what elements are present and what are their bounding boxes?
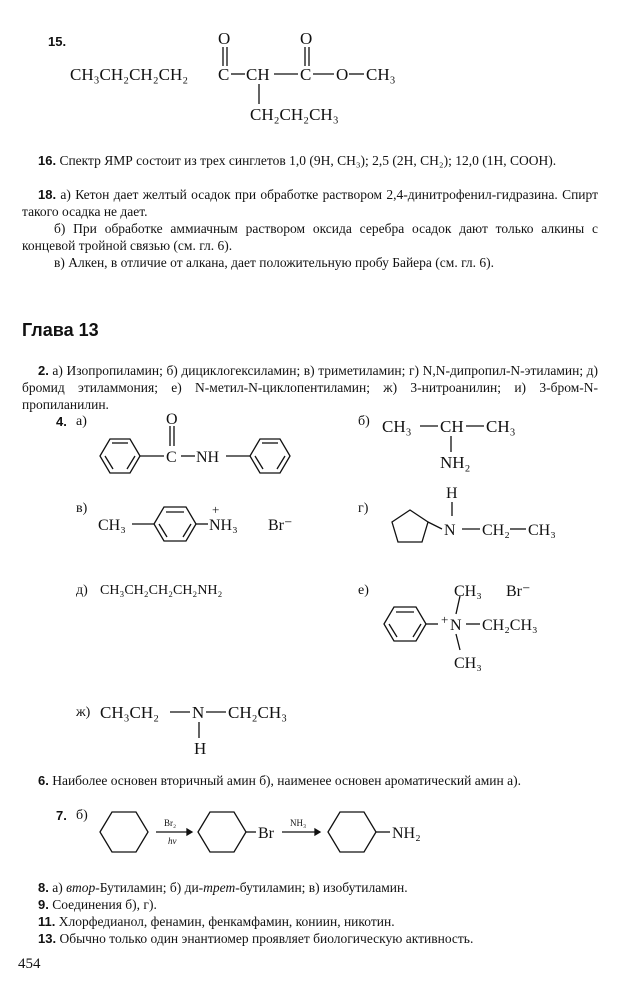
p4g-h: H [446,485,458,502]
p4a-benzanilide [90,410,320,486]
problem-16 [22,152,598,169]
p4v-bromide: Br⁻ [268,517,293,534]
p4e-plus: + [441,612,449,627]
p4zh-diethylamine [98,694,318,762]
page-number: 454 [18,956,41,972]
p15-methyl: CH₃ [366,65,396,84]
p4d-butylamine: CH₃CH₂CH₂CH₂NH₂ [100,583,223,598]
problem-9 [22,896,598,913]
p7-label: б) [76,808,88,823]
p4e-ch3-top: CH₃ [454,583,482,600]
p15-main-chain: CH₃CH₂CH₂CH₂ [70,65,189,84]
p4e-ethyl: CH₂CH₃ [482,617,538,634]
problem-11-text: Хлорфедианол, фенамин, фенкамфамин, кониин, никотин. [58,914,395,929]
problem-2-text: а) Изопропиламин; б) дициклогексиламин; в) триметиламин; г) N,N-дипропил-N-этиламин; д) бромид этиламмония; е) N-метил-N-циклопентиламин; ж) 3-нитроанилин; и) 3-бром-N-пропиланилин. [22,363,599,412]
problem-15-structure [60,30,420,130]
problem-13-text: Обычно только один энантиомер проявляет биологическую активность. [59,931,474,946]
p4-label-b: б) [358,414,370,429]
problem-4-number: 4. [56,414,67,429]
p4e-anilinium-bromide [378,574,578,674]
problem-9-text: Соединения б), г). [52,897,157,912]
p7-cyclohexylamine-ring [328,812,376,852]
p4g-ch3: CH₃ [528,522,556,539]
problem-18b [22,220,598,254]
p7-bromocyclohexane-ring [198,812,246,852]
p4v-toluidinium-bromide [96,492,316,556]
p15-ch: CH [246,65,270,84]
chapter-heading: Глава 13 [22,320,99,340]
p4a-carbon: C [166,449,177,466]
p7-br: Br [258,825,274,842]
problem-6 [22,772,598,789]
p7-reagent-hv: hν [168,836,177,846]
p4b-ch3-right: CH₃ [486,417,516,436]
problem-16-text: Спектр ЯМР состоит из трех синглетов 1,0 (9H, CH₃); 2,5 (2H, CH₂); 12,0 (1H, COOH). [59,153,557,168]
p4-label-zh: ж) [76,705,91,720]
problem-6-number: 6. [38,773,49,788]
p7-cyclohexane [100,812,148,852]
problem-18b-text: б) При обработке аммиачным раствором оксида серебра осадок дают только алкины с концевой тройной связью (см. гл. 6). [22,221,598,253]
p4b-isopropylamine [380,410,540,474]
p4zh-h: H [194,739,207,758]
p15-ester-oxygen: O [336,65,349,84]
p4-label-d: д) [76,583,88,598]
problem-16-number: 16. [38,153,57,168]
problem-2-number: 2. [38,363,49,378]
p8-a-prefix: а) [52,880,67,895]
problem-13 [22,930,598,947]
p15-oxygen-1: O [218,30,231,48]
p4-label-a: а) [76,414,87,429]
p15-carbonyl-carbon: C [218,65,230,84]
p8-b-italic: трет [203,880,236,895]
p4zh-left: CH₃CH₂ [100,703,160,722]
problem-9-number: 9. [38,897,49,912]
p7-reaction-scheme [96,806,456,864]
p15-branch: CH₂CH₂CH₃ [250,105,339,124]
problem-7-number: 7. [56,808,67,823]
p4g-ethylcyclopentylamine [380,484,580,564]
p7-reagent-nh3: NH₃ [290,818,307,828]
problem-2 [22,362,598,413]
p4-label-v: в) [76,501,88,516]
p15-ester-carbon: C [300,65,312,84]
p4a-nh: NH [196,449,220,466]
p4e-n: N [450,617,462,634]
problem-18v [22,254,598,271]
p4e-bromide: Br⁻ [506,583,531,600]
p4g-ch2: CH₂ [482,522,510,539]
problem-18a-text: а) Кетон дает желтый осадок при обработке раствором 2,4-динитрофенил-гидразина. Спирт такого осадка не дает. [22,187,598,219]
p4-label-g: г) [358,501,369,516]
p7-reagent-br2: Br₂ [164,818,177,828]
p4b-ch: CH [440,417,464,436]
problem-11-number: 11. [38,914,56,929]
p15-oxygen-2: O [300,30,313,48]
p4g-n: N [444,522,456,539]
p4-label-e: е) [358,583,369,598]
problem-8-number: 8. [38,880,49,895]
problem-15-number: 15. [48,34,67,49]
p8-a-rest: -Бутиламин; б) ди- [95,880,204,895]
problem-18-number: 18. [38,187,57,202]
p8-b-rest: -бутиламин; в) изобутиламин. [235,880,408,895]
problem-8 [22,879,598,896]
problem-13-number: 13. [38,931,57,946]
p4v-ch3: CH₃ [98,517,126,534]
p4v-nh3: NH₃ [209,517,238,534]
p8-a-italic: втор [66,880,96,895]
p4v-plus: + [212,502,220,517]
p4e-ch3-bottom: CH₃ [454,655,482,672]
problem-18v-text: в) Алкен, в отличие от алкана, дает положительную пробу Байера (см. гл. 6). [54,255,495,270]
p4b-ch3-left: CH₃ [382,417,412,436]
p4a-oxygen: O [166,411,178,428]
p4zh-n: N [192,703,205,722]
p7-nh2: NH₂ [392,825,421,842]
problem-6-text: Наиболее основен вторичный амин б), наименее основен ароматический амин а). [52,773,521,788]
problem-11 [22,913,598,930]
problem-18a [22,186,598,220]
p4b-nh2: NH₂ [440,453,471,472]
p4zh-right: CH₂CH₃ [228,703,288,722]
